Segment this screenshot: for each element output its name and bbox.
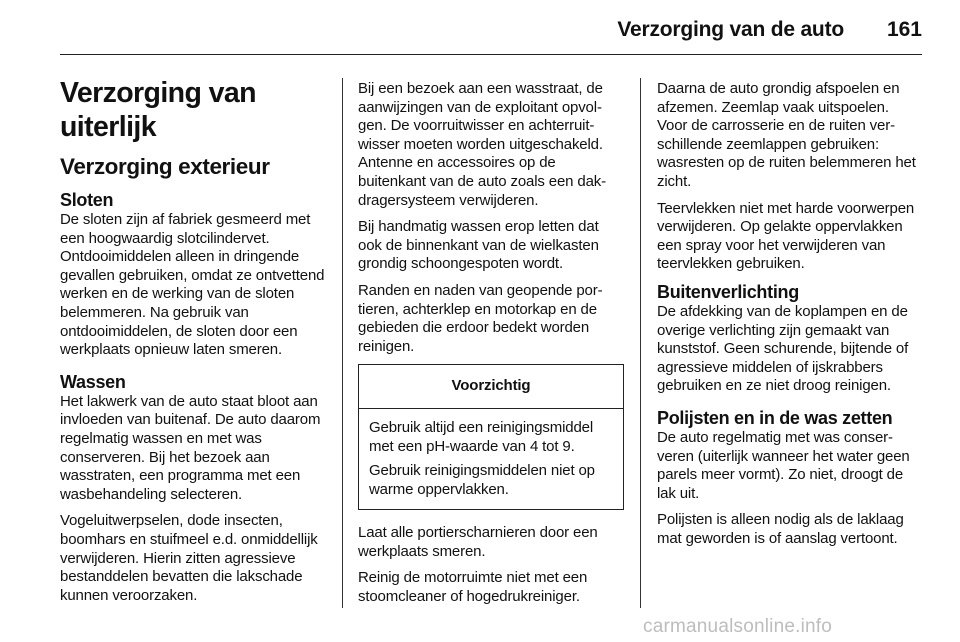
header-title: Verzorging van de auto [617, 18, 844, 41]
page-number: 161 [886, 18, 922, 41]
column-2 [358, 80, 624, 615]
paragraph: De auto regelmatig met was conserveren (uiterlijk wanneer het water geen parels meer vormt). Zo niet, droogt de lak uit. [657, 428, 910, 502]
section-polijsten [657, 408, 923, 549]
paragraph: Laat alle portierscharnieren door een werkplaats smeren. [358, 524, 598, 560]
caution-box [358, 364, 624, 510]
section-heading-wassen: Wassen [60, 371, 126, 392]
paragraph: Teervlekken niet met harde voorwerpen verwijderen. Op gelakte oppervlakken een spray voor het verwijderen van teervlekken gebruiken. [657, 199, 915, 273]
paragraph: De sloten zijn af fabriek gesmeerd met een hoogwaardig slotcilindervet. Ontdooimiddelen alleen in dringende gevallen gebruiken, omdat ze ontvettend werken en de werking van de sloten belemmeren. Na gebruik van ontdooimiddelen, de sloten door een werkplaats opnieuw laten smeren. [60, 211, 325, 359]
paragraph: Reinig de motorruimte niet met een stoomcleaner of hogedrukreiniger. [358, 569, 588, 606]
page-header [60, 14, 922, 55]
section-heading-buitenverlichting: Buitenverlichting [657, 281, 799, 302]
section-wassen [60, 372, 326, 606]
paragraph: Randen en naden van geopende portieren, achterklep en motorkap en de gebieden die erdoor bedekt worden reinigen. [358, 281, 603, 355]
main-title: Verzorging van uiterlijk [60, 77, 256, 143]
paragraph: Bij handmatig wassen erop letten dat ook de binnenkant van de wielkasten grondig schoongespoten wordt. [358, 218, 599, 273]
caution-body [359, 409, 623, 509]
column-3 [657, 80, 923, 560]
caution-paragraph: Gebruik altijd een reinigingsmiddel met een pH-waarde van 4 tot 9. [369, 418, 594, 455]
column-divider [342, 78, 343, 608]
section-sloten [60, 190, 326, 360]
section-heading-sloten: Sloten [60, 190, 114, 210]
column-divider [640, 78, 641, 608]
column-1 [60, 72, 326, 617]
paragraph: Vogeluitwerpselen, dode insecten, boomhars en stuifmeel e.d. onmiddellijk verwijderen. Hierin zitten agressieve bestanddelen bevatten die lakschade kunnen veroorzaken. [60, 512, 318, 604]
watermark-text: carmanualsonline.info [643, 616, 833, 637]
sub-title: Verzorging exterieur [60, 154, 270, 179]
paragraph: Polijsten is alleen nodig als de laklaag mat geworden is of aanslag vertoont. [657, 511, 904, 547]
paragraph: Daarna de auto grondig afspoelen en afzemen. Zeemlap vaak uitspoelen. Voor de carrosserie en de ruiten verschillende zeemlappen gebruiken: wasresten op de ruiten belemmeren het zicht. [657, 80, 916, 190]
section-buitenverlichting [657, 282, 923, 396]
caution-paragraph: Gebruik reinigingsmiddelen niet op warme oppervlakken. [369, 462, 595, 498]
paragraph: Het lakwerk van de auto staat bloot aan invloeden van buitenaf. De auto daarom regelmatig wassen en met was conserveren. Bij het bezoek aan wasstraten, een programma met een wasbehandeling selecteren. [60, 392, 321, 503]
caution-heading: Voorzichtig [359, 365, 623, 409]
section-heading-polijsten: Polijsten en in de was zetten [657, 407, 893, 428]
paragraph: De afdekking van de koplampen en de overige verlichting zijn gemaakt van kunststof. Geen schurende, bijtende of agressieve middelen of ijskrabbers gebruiken en ze niet droog reinigen. [657, 302, 909, 395]
paragraph: Bij een bezoek aan een wasstraat, de aanwijzingen van de exploitant opvolgen. De voorruitwisser en achterruitwisser moeten worden uitgeschakeld. Antenne en accessoires op de buitenkant van de auto zoals een dakdragersysteem verwijderen. [358, 80, 607, 209]
